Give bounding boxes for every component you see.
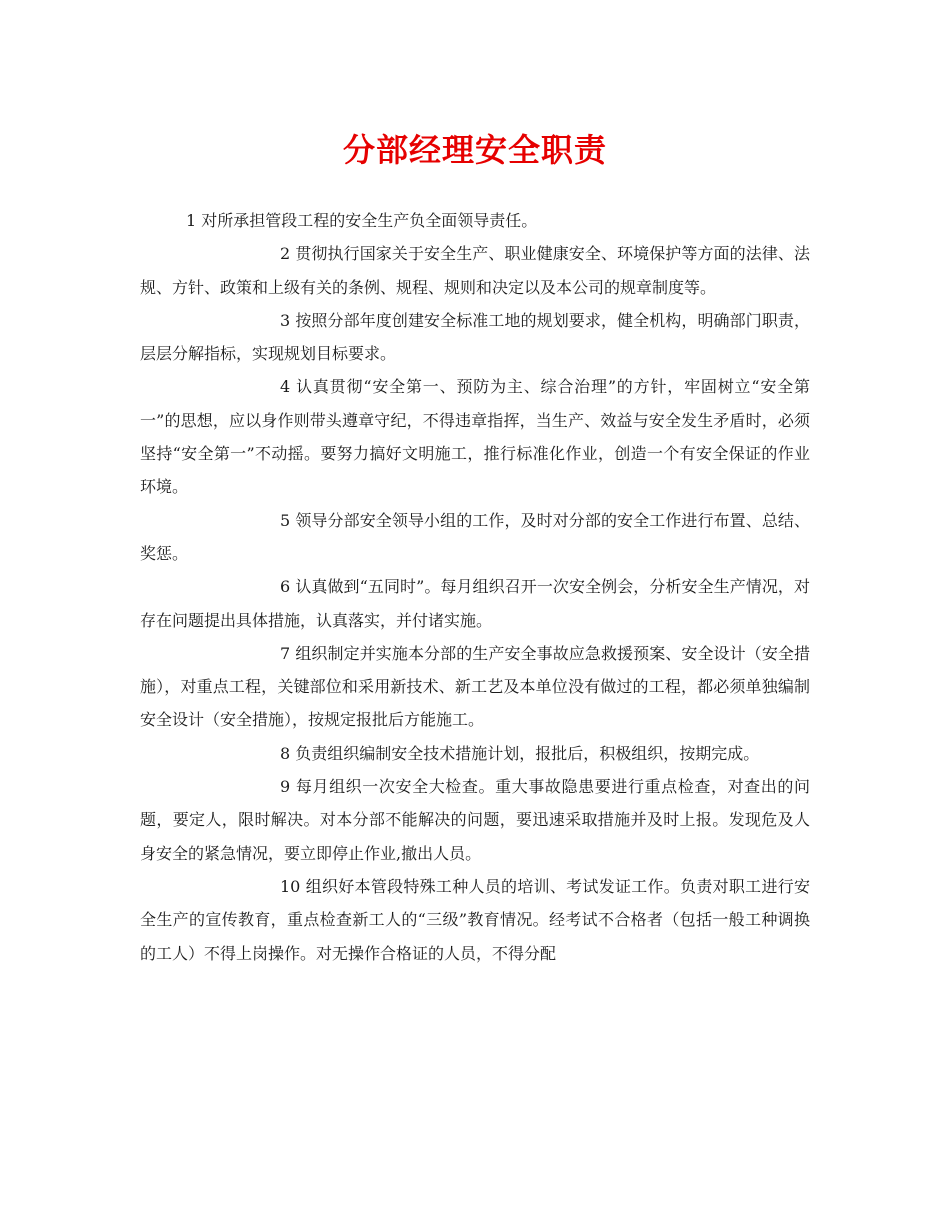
paragraph-1: 1 对所承担管段工程的安全生产负全面领导责任。 <box>186 211 538 230</box>
paragraph-10: 10 组织好本管段特殊工种人员的培训、考试发证工作。负责对职工进行安全生产的宣传教育，重点检查新工人的“三级”教育情况。经考试不合格者（包括一般工种调换的工人）不得上岗操作。对无操作合格证的人员，不得分配 <box>140 876 810 963</box>
paragraph-9: 9 每月组织一次安全大检查。重大事故隐患要进行重点检查，对查出的问题，要定人，限时解决。对本分部不能解决的问题，要迅速采取措施并及时上报。发现危及人身安全的紧急情况，要立即停止作业,撤出人员。 <box>140 777 810 863</box>
paragraph-6: 6 认真做到“五同时”。每月组织召开一次安全例会，分析安全生产情况，对存在问题提出具体措施，认真落实，并付诸实施。 <box>140 577 810 630</box>
paragraph-4: 4 认真贯彻“安全第一、预防为主、综合治理”的方针，牢固树立“安全第一”的思想，应以身作则带头遵章守纪，不得违章指挥，当生产、效益与安全发生矛盾时，必须坚持“安全第一”不动摇。要努力搞好文明施工，推行标准化作业，创造一个有安全保证的作业环境。 <box>140 377 810 497</box>
paragraph-5: 5 领导分部安全领导小组的工作，及时对分部的安全工作进行布置、总结、奖惩。 <box>140 510 810 563</box>
paragraph-2: 2 贯彻执行国家关于安全生产、职业健康安全、环境保护等方面的法律、法规、方针、政策和上级有关的条例、规程、规则和决定以及本公司的规章制度等。 <box>140 244 810 297</box>
document-body <box>140 204 810 970</box>
document-title: 分部经理安全职责 <box>342 131 607 169</box>
paragraph-7: 7 组织制定并实施本分部的生产安全事故应急救援预案、安全设计（安全措施），对重点工程，关键部位和采用新技术、新工艺及本单位没有做过的工程，都必须单独编制安全设计（安全措施），按规定报批后方能施工。 <box>140 643 810 730</box>
paragraph-8: 8 负责组织编制安全技术措施计划，报批后，积极组织，按期完成。 <box>280 743 760 763</box>
paragraph-3: 3 按照分部年度创建安全标准工地的规划要求，健全机构，明确部门职责，层层分解指标，实现规划目标要求。 <box>140 310 810 364</box>
